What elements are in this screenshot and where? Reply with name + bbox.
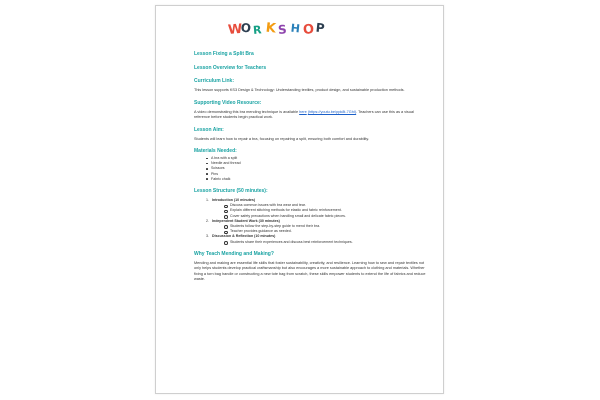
logo-letter: R [252,23,263,37]
step-label: Independent Student Work (30 minutes) [212,218,280,223]
video-text-before: A video demonstrating this bra mending technique is available [194,109,300,114]
materials-heading: Materials Needed: [194,148,237,154]
step-label: Introduction (10 minutes) [212,198,256,203]
structure-heading: Lesson Structure (50 minutes): [194,188,268,195]
list-item: Needle and thread [206,161,430,166]
materials-list [206,156,430,182]
sub-item: Discuss common issues with bra wear and tear. [224,203,430,208]
video-link[interactable]: here [299,109,307,114]
why-heading: Why Teach Mending and Making? [194,250,274,257]
video-text-after: . Teachers can use this as a visual reference before students begin practical work. [194,109,414,119]
logo-letter: W [227,21,243,38]
list-item: Scissors [206,166,430,171]
list-item: Pins [206,172,430,177]
document-subtitle: Lesson Overview for Teachers [194,65,267,71]
logo-letter: O [240,20,252,36]
sub-item: Cover safety precautions when handling small and delicate fabric pieces. [224,214,430,219]
logo [226,18,336,38]
step-number: 2. [206,218,209,223]
structure-step [206,234,430,244]
step-number: 3. [206,234,209,239]
document-content [194,16,430,283]
step-label: Discussion & Reflection (10 minutes) [212,234,276,239]
logo-letter: K [264,20,277,37]
list-item: Fabric chalk [206,177,430,182]
video-url[interactable]: (https://youtu.be/ppk8t-7GhI) [307,109,357,114]
logo-letter: S [277,22,288,37]
document-title: Lesson Fixing a Split Bra [194,51,254,57]
document-page [155,5,444,394]
video-heading: Supporting Video Resource: [194,99,262,106]
curriculum-heading: Curriculum Link: [194,78,235,84]
step-sublist [224,224,430,234]
sub-item: Students share their experiences and discuss best reinforcement techniques. [224,240,430,245]
sub-item: Students follow the step-by-step guide to mend their bra. [224,224,430,229]
curriculum-text: This lesson supports KS3 Design & Technology: Understanding textiles, product design, and sustainable production methods. [194,88,405,92]
sub-item: Explain different stitching methods for elastic and fabric reinforcement. [224,208,430,213]
aim-heading: Lesson Aim: [194,126,224,133]
step-sublist [224,240,430,245]
logo-letter: P [315,20,326,36]
structure-list [206,198,430,245]
list-item: A bra with a split [206,156,430,161]
structure-step [206,198,430,219]
why-text: Mending and making are essential life skills that foster sustainability, creativity, and resilience. Learning how to sew and repair textiles not only helps students develop practical craftsmanship but also encourages a more sustainable approach to clothing and materials. Whether fixing a torn bag handle or constructing a new tote bag from scratch, these skills empower students to extend the life of fabrics and reduce waste. [194,260,426,282]
step-sublist [224,203,430,219]
aim-text: Students will learn how to repair a bra, focusing on repairing a split, ensuring both comfort and durability. [194,136,370,141]
sub-item: Teacher provides guidance as needed. [224,229,430,234]
logo-letter: O [302,22,315,38]
video-text [194,110,430,121]
logo-graphic [226,18,336,38]
structure-step [206,218,430,235]
step-number: 1. [206,198,209,203]
logo-letter: H [290,21,301,36]
